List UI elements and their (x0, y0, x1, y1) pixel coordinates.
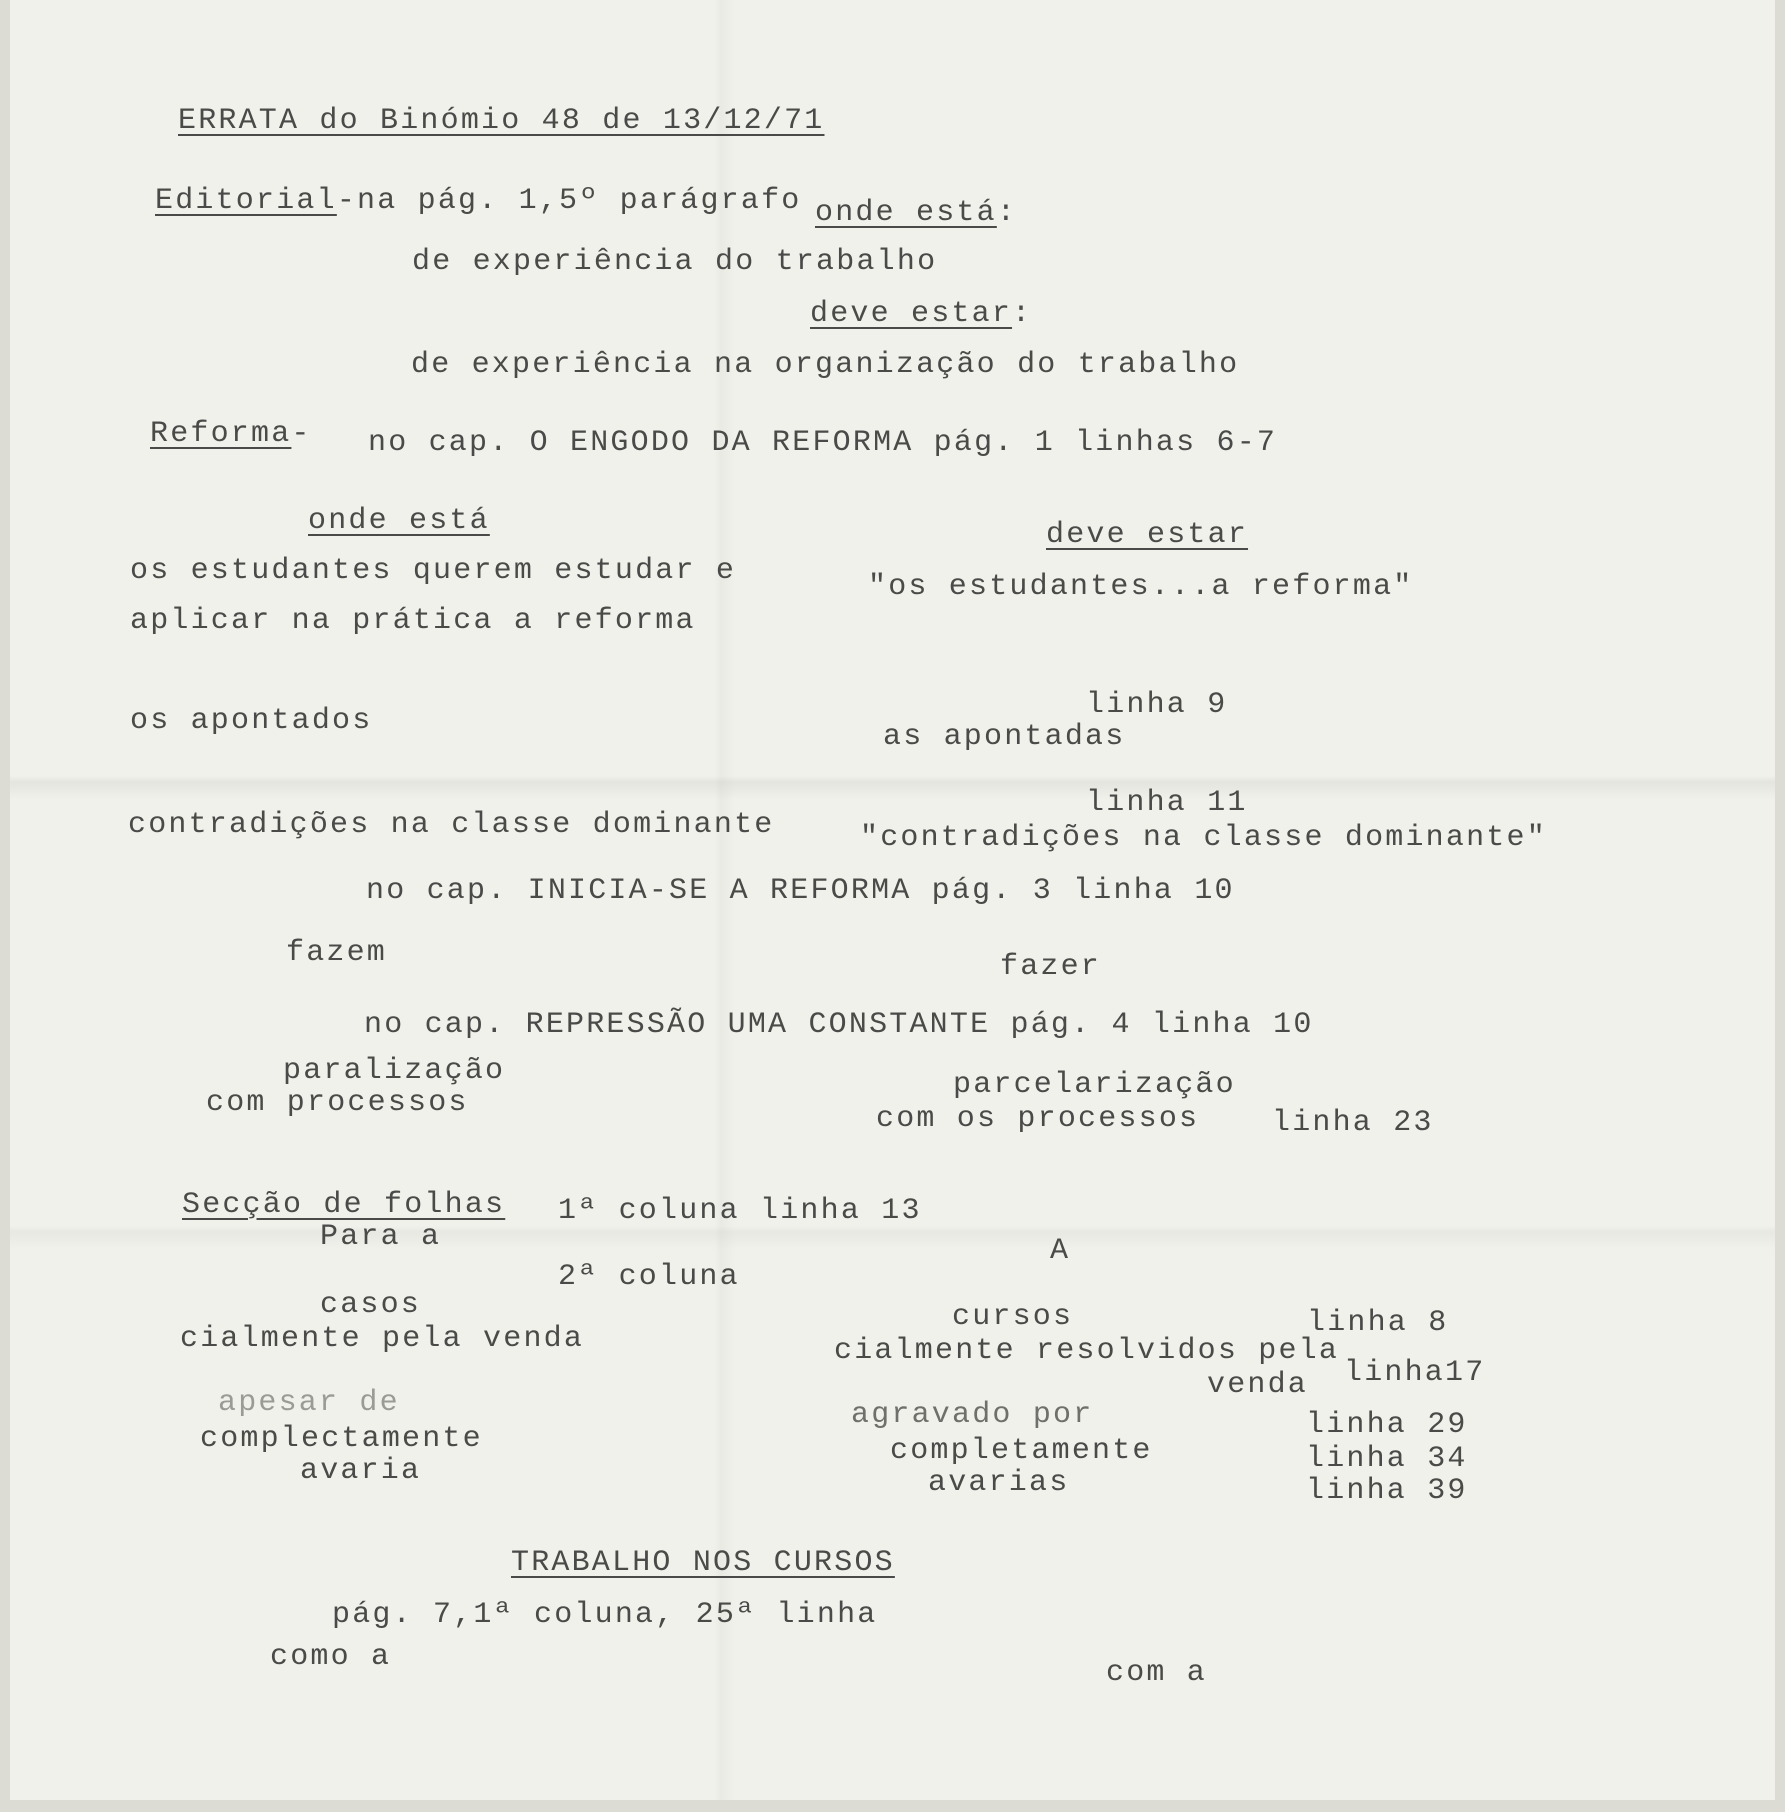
editorial-intro: -na pág. 1,5º parágrafo (336, 184, 802, 218)
seccao-correct-1: A (1050, 1234, 1071, 1268)
seccao-wrong-6: avaria (300, 1454, 422, 1488)
reforma-line-11: linha 11 (1086, 786, 1248, 820)
seccao-wrong-1: Para a (320, 1220, 442, 1254)
seccao-correct-6: avarias (928, 1466, 1070, 1500)
seccao-col-2: 2ª coluna (558, 1260, 740, 1294)
reforma-chapter-2: no cap. INICIA-SE A REFORMA pág. 3 linha 10 (366, 874, 1235, 908)
reforma-wrong-6: com processos (206, 1086, 469, 1120)
reforma-correct-3: "contradições na classe dominante" (860, 821, 1547, 855)
editorial-deve-estar (810, 299, 1032, 329)
seccao-wrong-3: cialmente pela venda (180, 1322, 585, 1356)
seccao-line-17: linha17 (1344, 1356, 1486, 1390)
editorial-line (155, 186, 802, 216)
editorial-onde-esta (815, 198, 1017, 228)
editorial-correct-text: de experiência na organização do trabalho (411, 348, 1240, 382)
reforma-wrong-5: paralização (283, 1054, 506, 1088)
trabalho-wrong: como a (270, 1640, 392, 1674)
document-page (10, 0, 1775, 1800)
trabalho-correct: com a (1106, 1656, 1208, 1690)
reforma-chapter-1: no cap. O ENGODO DA REFORMA pág. 1 linhas 6-7 (368, 426, 1278, 460)
reforma-correct-1: "os estudantes...a reforma" (868, 570, 1414, 604)
reforma-wrong-1b: aplicar na prática a reforma (130, 604, 696, 638)
reforma-wrong-3: contradições na classe dominante (128, 808, 775, 842)
seccao-correct-3a: cialmente resolvidos pela (834, 1334, 1340, 1368)
reforma-correct-6: com os processos (876, 1102, 1200, 1136)
seccao-col-1: 1ª coluna linha 13 (558, 1194, 922, 1228)
seccao-line-34: linha 34 (1306, 1442, 1468, 1476)
seccao-label: Secção de folhas (182, 1188, 506, 1222)
trabalho-heading: TRABALHO NOS CURSOS (511, 1546, 895, 1580)
reforma-line-23: linha 23 (1272, 1106, 1434, 1140)
colon: : (996, 196, 1018, 230)
seccao-correct-4: agravado por (851, 1398, 1094, 1432)
editorial-wrong-text: de experiência do trabalho (412, 245, 938, 279)
colon: : (1012, 297, 1033, 331)
seccao-correct-5: completamente (890, 1434, 1153, 1468)
seccao-wrong-5: complectamente (200, 1422, 483, 1456)
header-deve-estar: deve estar (1046, 518, 1249, 552)
header-onde-esta: onde está (308, 504, 490, 538)
seccao-line-8: linha 8 (1307, 1306, 1449, 1340)
seccao-line-29: linha 29 (1306, 1408, 1468, 1442)
reforma-correct-4: fazer (1000, 950, 1102, 984)
reforma-chapter-3: no cap. REPRESSÃO UMA CONSTANTE pág. 4 linha 10 (364, 1008, 1314, 1042)
seccao-wrong-2: casos (320, 1288, 422, 1322)
seccao-correct-3b: venda (1207, 1368, 1309, 1402)
trabalho-ref: pág. 7,1ª coluna, 25ª linha (332, 1598, 878, 1632)
seccao-wrong-4: apesar de (218, 1386, 400, 1420)
document-title: ERRATA do Binómio 48 de 13/12/71 (178, 104, 825, 138)
reforma-wrong-1a: os estudantes querem estudar e (130, 554, 737, 588)
deve-estar-label: deve estar (810, 297, 1013, 331)
onde-esta-label: onde está (815, 196, 997, 230)
seccao-line-39: linha 39 (1306, 1474, 1468, 1508)
reforma-line-9: linha 9 (1086, 688, 1228, 722)
editorial-label: Editorial (155, 184, 337, 218)
dash: - (291, 417, 312, 451)
reforma-correct-5: parcelarização (953, 1068, 1236, 1102)
reforma-label: Reforma (150, 417, 292, 451)
reforma-wrong-4: fazem (286, 936, 388, 970)
reforma-wrong-2: os apontados (130, 704, 373, 738)
reforma-correct-2: as apontadas (883, 720, 1126, 754)
reforma-label-line (150, 419, 312, 449)
seccao-correct-2: cursos (952, 1300, 1074, 1334)
